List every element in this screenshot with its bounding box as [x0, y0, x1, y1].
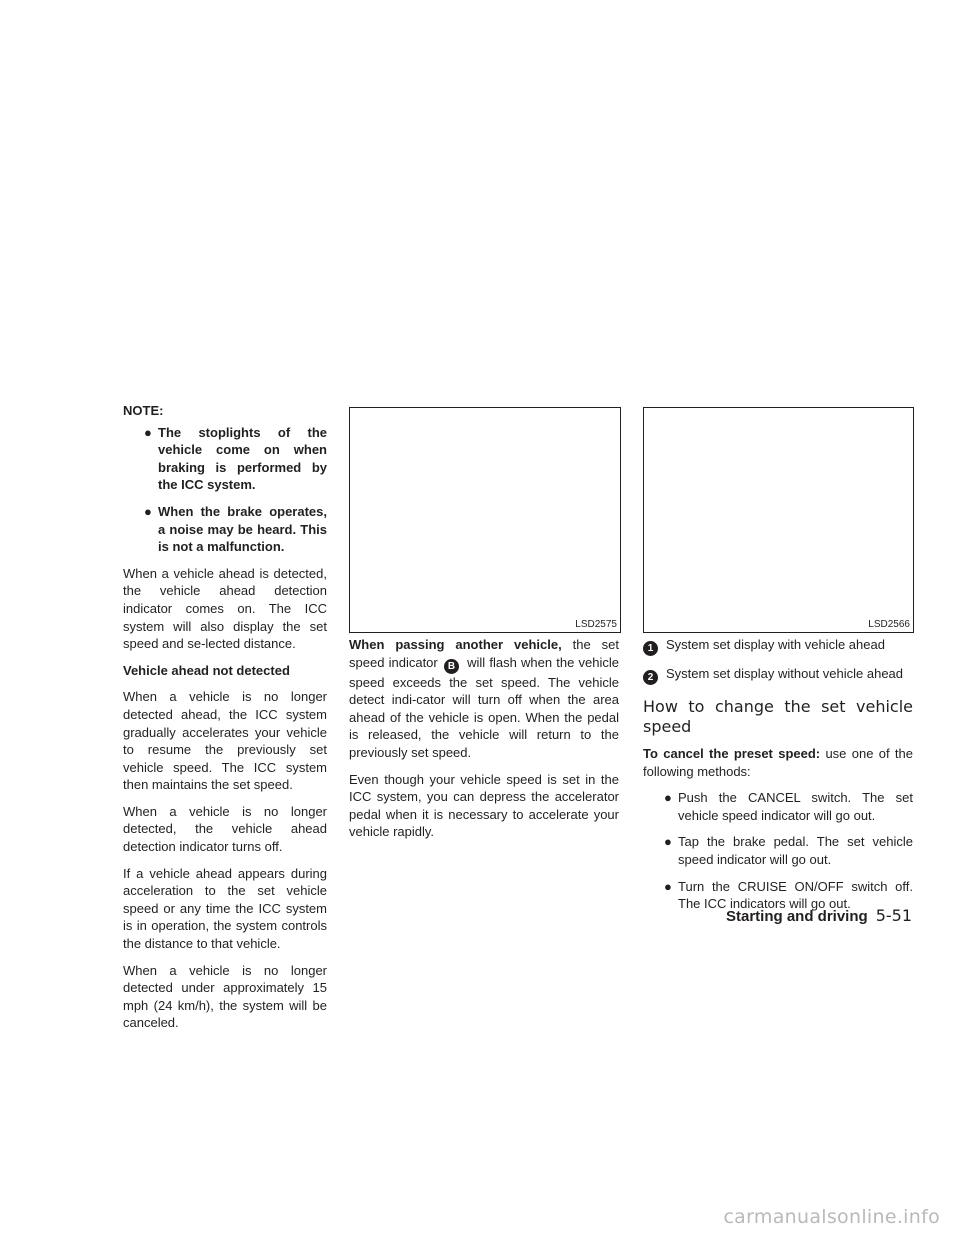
bullet-icon: ●: [144, 503, 152, 519]
figure-lsd2575: [349, 407, 621, 633]
note-title: NOTE:: [123, 403, 164, 418]
legend-text: System set display with vehicle ahead: [666, 637, 885, 652]
paragraph: If a vehicle ahead appears during acceleration to the set vehicle speed or any time the ICC system is in operation, the system controls the distance to that vehicle.: [123, 865, 327, 952]
figure-lsd2566: [643, 407, 914, 633]
passing-text-2: will flash when the vehicle speed exceeds the set speed. The vehicle detect indi-cator will turn off when the area ahead of the vehicle is open. When the pedal is released, the vehicle will return to the previously set speed.: [349, 654, 619, 760]
marker-b-icon: B: [444, 659, 459, 674]
bullet-icon: ●: [664, 878, 672, 894]
paragraph-cancel: [643, 745, 913, 780]
bullet-icon: ●: [664, 790, 672, 806]
note-bullet: [123, 503, 327, 556]
note-bullet-text: The stoplights of the vehicle come on when braking is performed by the ICC system.: [158, 424, 327, 493]
figure-id: LSD2575: [575, 619, 617, 630]
column-middle: [349, 636, 619, 850]
bullet-icon: ●: [664, 834, 672, 850]
paragraph-depress: Even though your vehicle speed is set in the ICC system, you can depress the accelerator pedal when it is necessary to accelerate your vehicle rapidly.: [349, 771, 619, 840]
cancel-bullet-text: Push the CANCEL switch. The set vehicle speed indicator will go out.: [678, 790, 913, 823]
passing-bold: When passing another vehicle,: [349, 637, 562, 652]
page-footer: [726, 906, 912, 925]
note-bullet-text: When the brake operates, a noise may be heard. This is not a malfunction.: [158, 503, 327, 555]
paragraph: When a vehicle is no longer detected, the vehicle ahead detection indicator turns off.: [123, 803, 327, 855]
page-number: 5-51: [875, 906, 912, 925]
column-right: [643, 636, 913, 922]
footer-section-title: Starting and driving: [726, 908, 868, 925]
cancel-text: use one of the following methods:: [643, 746, 913, 779]
cancel-bullet: [643, 789, 913, 824]
bullet-icon: ●: [144, 424, 152, 440]
section-heading: How to change the set vehicle speed: [643, 697, 913, 736]
cancel-bullet: [643, 833, 913, 868]
cancel-bullet-text: Turn the CRUISE ON/OFF switch off. The ICC indicators will go out.: [678, 878, 913, 912]
column-left: [123, 402, 327, 1041]
marker-2-icon: 2: [643, 670, 658, 685]
paragraph: When a vehicle is no longer detected under approximately 15 mph (24 km/h), the system will be canceled.: [123, 962, 327, 1031]
legend-item: [643, 636, 913, 656]
watermark: carmanualsonline.info: [723, 1206, 940, 1228]
cancel-bullet-text: Tap the brake pedal. The set vehicle speed indicator will go out.: [678, 834, 913, 867]
passing-text-1: the set speed indicator: [349, 637, 619, 670]
marker-1-icon: 1: [643, 641, 658, 656]
legend-text: System set display without vehicle ahead: [666, 666, 904, 681]
figure-id: LSD2566: [868, 619, 910, 630]
paragraph-passing: [349, 636, 619, 762]
subheading-vehicle-not-detected: Vehicle ahead not detected: [123, 662, 290, 678]
cancel-bold: To cancel the preset speed:: [643, 746, 821, 761]
note-bullet: [123, 424, 327, 494]
paragraph-vehicle-detected: When a vehicle ahead is detected, the vehicle ahead detection indicator comes on. The ICC system will also display the set speed and se-lected distance.: [123, 565, 327, 652]
legend-item: [643, 665, 913, 685]
paragraph: When a vehicle is no longer detected ahead, the ICC system gradually accelerates your vehicle to resume the previously set vehicle speed. The ICC system then maintains the set speed.: [123, 689, 327, 793]
